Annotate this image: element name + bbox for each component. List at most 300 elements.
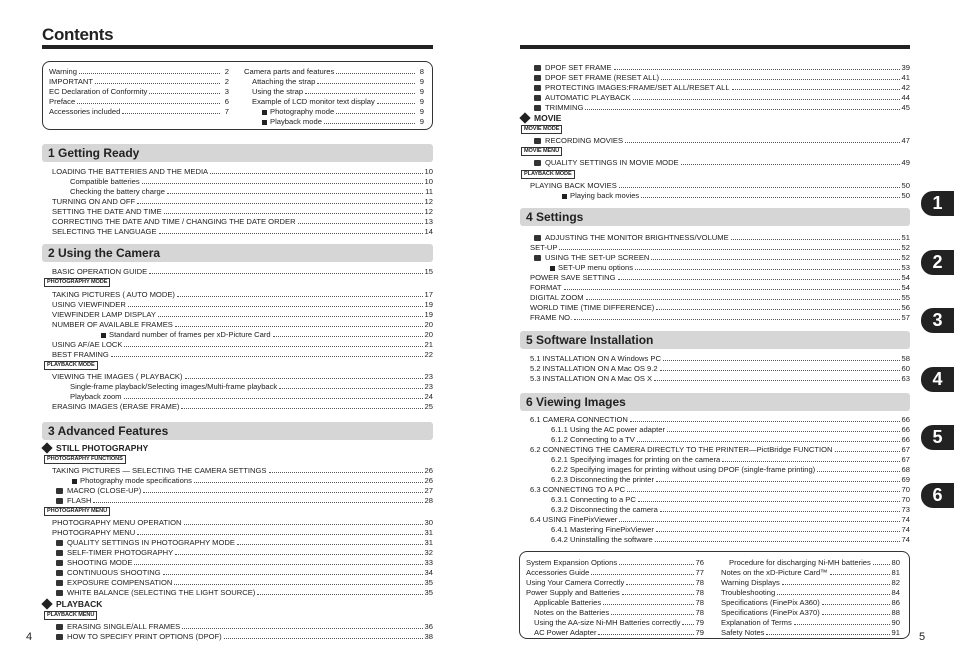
toc-entry-text xyxy=(530,181,619,190)
tag-movie-menu: MOVIE MENU xyxy=(521,147,562,156)
dot-leader xyxy=(638,501,900,502)
toc-entry xyxy=(56,485,433,495)
toc-entry-text xyxy=(52,350,111,359)
toc-entry-page: 88 xyxy=(891,608,900,617)
dot-leader xyxy=(163,574,423,575)
dot-leader xyxy=(137,203,422,204)
toc-entry-text xyxy=(70,177,142,186)
toc-entry-text xyxy=(56,578,174,587)
toc-entry-page: 76 xyxy=(695,558,704,567)
toc-entry-label: Notes on the xD-Picture Card™ xyxy=(721,568,828,577)
dot-leader xyxy=(656,309,899,310)
toc-entry-label: Warning xyxy=(49,67,77,76)
toc-entry-text xyxy=(56,568,163,577)
toc-entry-text xyxy=(52,167,210,176)
toc-entry xyxy=(534,627,704,637)
right-title-rule xyxy=(520,45,910,49)
playback-heading xyxy=(42,599,102,609)
toc-entry-text xyxy=(551,525,656,534)
toc-entry-page: 2 xyxy=(224,67,229,76)
toc-entry-label: Playing back movies xyxy=(570,191,640,200)
print-icon xyxy=(534,75,541,81)
dot-leader xyxy=(598,634,693,635)
toc-entry xyxy=(534,597,704,607)
toc-entry-label: AC Power Adapter xyxy=(534,628,597,637)
toc-entry-page: 73 xyxy=(901,505,910,514)
toc-entry xyxy=(534,607,704,617)
toc-entry-label: 5.3 INSTALLATION ON A Mac OS X xyxy=(530,374,653,383)
toc-entry-text xyxy=(252,77,317,86)
toc-entry-label: POWER SAVE SETTING xyxy=(530,273,616,282)
toc-entry-label: DPOF SET FRAME (RESET ALL) xyxy=(545,73,660,82)
toc-entry-page: 8 xyxy=(419,67,424,76)
toc-entry xyxy=(262,106,424,116)
tag-movie-mode: MOVIE MODE xyxy=(521,125,562,134)
dot-leader xyxy=(336,113,415,114)
section-3-header: 3 Advanced Features xyxy=(42,422,433,440)
dot-leader xyxy=(336,73,415,74)
toc-entry xyxy=(530,312,910,322)
dot-leader xyxy=(635,269,900,270)
toc-entry-page: 53 xyxy=(901,263,910,272)
toc-entry-label: 5.1 INSTALLATION ON A Windows PC xyxy=(530,354,661,363)
toc-entry-text xyxy=(49,77,95,86)
dot-leader xyxy=(174,584,422,585)
toc-entry-text xyxy=(551,535,655,544)
toc-entry xyxy=(721,607,900,617)
toc-entry-page: 80 xyxy=(891,558,900,567)
toc-entry xyxy=(252,86,424,96)
toc-entry-text xyxy=(56,588,257,597)
toc-entry-text xyxy=(534,618,682,627)
toc-entry-text xyxy=(52,528,137,537)
dot-leader xyxy=(817,471,899,472)
macro-icon xyxy=(56,488,63,494)
toc-entry-text xyxy=(49,87,149,96)
toc-entry-text xyxy=(551,505,660,514)
dot-leader xyxy=(626,584,693,585)
toc-entry xyxy=(530,272,910,282)
toc-entry xyxy=(70,381,433,391)
toc-entry-label: DPOF SET FRAME xyxy=(545,63,612,72)
toc-entry-page: 36 xyxy=(424,622,433,631)
dot-leader xyxy=(134,564,422,565)
toc-entry-text xyxy=(551,495,638,504)
toc-entry-page: 68 xyxy=(901,465,910,474)
toc-entry-text xyxy=(530,273,618,282)
square-bullet-icon xyxy=(562,194,567,199)
toc-entry xyxy=(530,363,910,373)
print-icon xyxy=(534,65,541,71)
toc-entry xyxy=(721,587,900,597)
toc-entry xyxy=(534,252,910,262)
toc-entry-label: Photography mode specifications xyxy=(80,476,192,485)
toc-entry-page: 54 xyxy=(901,283,910,292)
toc-entry-label: MACRO (CLOSE-UP) xyxy=(67,486,142,495)
toc-entry-text xyxy=(534,253,651,262)
dot-leader xyxy=(164,213,423,214)
toc-entry xyxy=(729,557,900,567)
dot-leader xyxy=(585,109,899,110)
title-rule xyxy=(42,45,433,49)
dot-leader xyxy=(574,319,899,320)
dot-leader xyxy=(591,574,693,575)
trash-icon xyxy=(56,624,63,630)
toc-entry-page: 42 xyxy=(901,83,910,92)
dot-leader xyxy=(630,421,900,422)
page-title: Contents xyxy=(42,25,114,44)
dot-leader xyxy=(564,289,900,290)
dot-leader xyxy=(663,360,900,361)
toc-entry-label: 6.3.2 Disconnecting the camera xyxy=(551,505,658,514)
dot-leader xyxy=(660,370,900,371)
toc-entry xyxy=(721,567,900,577)
toc-entry-page: 35 xyxy=(424,578,433,587)
toc-entry-text xyxy=(252,87,305,96)
toc-entry xyxy=(56,577,433,587)
toc-entry-text xyxy=(721,578,782,587)
toc-entry-text xyxy=(534,73,661,82)
toc-entry-label: 6.2 CONNECTING THE CAMERA DIRECTLY TO THE PRINTER—PictBridge FUNCTION xyxy=(530,445,833,454)
toc-entry xyxy=(52,206,433,216)
toc-entry-text xyxy=(534,598,603,607)
toc-entry-label: SET-UP menu options xyxy=(558,263,633,272)
toc-entry xyxy=(56,495,433,505)
toc-entry xyxy=(534,232,910,242)
toc-entry-text xyxy=(530,283,564,292)
toc-entry-page: 47 xyxy=(901,136,910,145)
toc-entry-text xyxy=(252,97,377,106)
dot-leader xyxy=(158,316,423,317)
toc-entry-text xyxy=(101,330,273,339)
toc-entry xyxy=(56,557,433,567)
toc-entry-label: 5.2 INSTALLATION ON A Mac OS 9.2 xyxy=(530,364,658,373)
dot-leader xyxy=(143,492,422,493)
dot-leader xyxy=(95,83,220,84)
toc-entry-page: 24 xyxy=(424,392,433,401)
white-balance-icon xyxy=(56,590,63,596)
toc-entry-text xyxy=(56,558,134,567)
toc-entry-page: 74 xyxy=(901,515,910,524)
toc-entry-text xyxy=(49,67,79,76)
toc-entry xyxy=(49,96,229,106)
toc-entry xyxy=(52,349,433,359)
toc-entry-page: 2 xyxy=(224,77,229,86)
dot-leader xyxy=(619,521,899,522)
toc-entry-text xyxy=(72,476,194,485)
toc-entry-text xyxy=(562,191,641,200)
toc-entry-page: 34 xyxy=(424,568,433,577)
toc-entry-page: 67 xyxy=(901,445,910,454)
toc-entry-label: FORMAT xyxy=(530,283,562,292)
toc-entry-text xyxy=(52,310,158,319)
toc-entry-text xyxy=(530,445,835,454)
toc-entry-label: Power Supply and Batteries xyxy=(526,588,620,597)
toc-entry-page: 38 xyxy=(424,632,433,641)
movie-label: MOVIE xyxy=(534,113,562,123)
toc-entry xyxy=(49,86,229,96)
exposure-icon xyxy=(56,580,63,586)
dot-leader xyxy=(766,634,889,635)
toc-entry-text xyxy=(52,340,124,349)
toc-entry-label: 6.4.2 Uninstalling the software xyxy=(551,535,653,544)
dot-leader xyxy=(149,273,422,274)
section-4-header: 4 Settings xyxy=(520,208,910,226)
toc-entry-label: PROTECTING IMAGES:FRAME/SET ALL/RESET ALL xyxy=(545,83,730,92)
toc-entry xyxy=(534,157,910,167)
toc-entry-page: 84 xyxy=(891,588,900,597)
toc-entry-page: 70 xyxy=(901,495,910,504)
toc-entry-page: 14 xyxy=(424,227,433,236)
toc-entry-label: RECORDING MOVIES xyxy=(545,136,624,145)
toc-entry xyxy=(52,401,433,411)
dot-leader xyxy=(777,594,889,595)
toc-entry-label: Checking the battery charge xyxy=(70,187,165,196)
toc-entry-text xyxy=(721,618,794,627)
toc-entry xyxy=(52,226,433,236)
toc-entry xyxy=(52,465,433,475)
toc-entry-text xyxy=(49,97,77,106)
toc-entry-page: 77 xyxy=(695,568,704,577)
toc-entry-text xyxy=(52,290,177,299)
toc-entry xyxy=(550,262,910,272)
dot-leader xyxy=(633,99,900,100)
toc-entry-text xyxy=(721,598,822,607)
toc-entry-text xyxy=(52,197,137,206)
toc-entry-page: 13 xyxy=(424,217,433,226)
toc-entry-page: 70 xyxy=(901,485,910,494)
toc-entry-text xyxy=(52,372,185,381)
toc-entry-label: FLASH xyxy=(67,496,92,505)
toc-entry xyxy=(70,176,433,186)
toc-entry-label: NUMBER OF AVAILABLE FRAMES xyxy=(52,320,173,329)
toc-entry-page: 60 xyxy=(901,364,910,373)
toc-entry xyxy=(526,587,704,597)
toc-entry-label: System Expansion Options xyxy=(526,558,618,567)
toc-entry-page: 44 xyxy=(901,93,910,102)
square-bullet-icon xyxy=(550,266,555,271)
brightness-icon xyxy=(534,235,541,241)
toc-entry-text xyxy=(530,293,586,302)
toc-entry-label: 6.2.2 Specifying images for printing without using DPOF (single-frame printing) xyxy=(551,465,816,474)
toc-entry xyxy=(56,631,433,641)
dot-leader xyxy=(656,481,900,482)
toc-entry-label: LOADING THE BATTERIES AND THE MEDIA xyxy=(52,167,209,176)
chapter-tab-2[interactable]: 2 xyxy=(921,250,954,275)
toc-entry xyxy=(52,527,433,537)
toc-entry-page: 90 xyxy=(891,618,900,627)
toc-entry-label: Procedure for discharging Ni-MH batteries xyxy=(729,558,871,567)
dot-leader xyxy=(654,380,899,381)
toc-entry xyxy=(721,597,900,607)
toc-entry-text xyxy=(262,117,324,126)
toc-entry-text xyxy=(530,485,627,494)
toc-entry-label: TAKING PICTURES — SELECTING THE CAMERA SETTINGS xyxy=(52,466,267,475)
toc-entry-page: 49 xyxy=(901,158,910,167)
toc-entry-text xyxy=(56,548,175,557)
toc-entry-label: BEST FRAMING xyxy=(52,350,109,359)
chapter-tab-6[interactable]: 6 xyxy=(921,483,954,508)
toc-entry-page: 52 xyxy=(901,243,910,252)
toc-entry xyxy=(52,166,433,176)
toc-entry-page: 20 xyxy=(424,320,433,329)
toc-entry-text xyxy=(534,608,611,617)
tag-photography-mode: PHOTOGRAPHY MODE xyxy=(44,278,110,287)
toc-entry-text xyxy=(52,207,164,216)
dot-leader xyxy=(586,299,900,300)
toc-entry-label: HOW TO SPECIFY PRINT OPTIONS (DPOF) xyxy=(67,632,222,641)
toc-entry-label: PHOTOGRAPHY MENU OPERATION xyxy=(52,518,182,527)
movie-heading xyxy=(520,113,561,123)
toc-entry-page: 20 xyxy=(424,330,433,339)
camera-icon xyxy=(56,560,63,566)
tag-photography-functions: PHOTOGRAPHY FUNCTIONS xyxy=(44,455,126,464)
toc-entry-label: Preface xyxy=(49,97,76,106)
toc-entry xyxy=(551,534,910,544)
section-1-header: 1 Getting Ready xyxy=(42,144,433,162)
toc-entry-page: 30 xyxy=(424,518,433,527)
toc-entry-text xyxy=(52,300,128,309)
toc-entry-page: 78 xyxy=(695,608,704,617)
toc-entry-label: ADJUSTING THE MONITOR BRIGHTNESS/VOLUME xyxy=(545,233,729,242)
toc-entry-label: Accessories included xyxy=(49,107,121,116)
toc-entry-page: 25 xyxy=(424,402,433,411)
toc-entry-label: CORRECTING THE DATE AND TIME / CHANGING THE DATE ORDER xyxy=(52,217,296,226)
dot-leader xyxy=(177,296,423,297)
toc-entry-page: 35 xyxy=(424,588,433,597)
dot-leader xyxy=(637,441,900,442)
toc-entry-page: 26 xyxy=(424,466,433,475)
toc-entry-page: 9 xyxy=(419,117,424,126)
toc-entry xyxy=(52,216,433,226)
toc-entry-label: 6.1.2 Connecting to a TV xyxy=(551,435,635,444)
toc-entry-page: 45 xyxy=(901,103,910,112)
dot-leader xyxy=(641,197,899,198)
dot-leader xyxy=(681,164,900,165)
toc-entry-text xyxy=(56,622,182,631)
playback-label: PLAYBACK xyxy=(56,599,103,609)
toc-entry-page: 78 xyxy=(695,578,704,587)
toc-entry-text xyxy=(244,67,336,76)
toc-entry-page: 54 xyxy=(901,273,910,282)
dot-leader xyxy=(93,502,422,503)
dot-leader xyxy=(731,239,900,240)
toc-entry-label: Attaching the strap xyxy=(252,77,316,86)
dot-leader xyxy=(782,584,890,585)
toc-entry-label: 6.4 USING FinePixViewer xyxy=(530,515,618,524)
toc-entry xyxy=(526,577,704,587)
toc-entry-label: Notes on the Batteries xyxy=(534,608,610,617)
dot-leader xyxy=(279,388,422,389)
dot-leader xyxy=(661,79,899,80)
toc-entry xyxy=(52,299,433,309)
dot-leader xyxy=(175,554,422,555)
toc-entry-text xyxy=(52,320,175,329)
toc-entry xyxy=(56,567,433,577)
dot-leader xyxy=(618,279,900,280)
still-photography-label: STILL PHOTOGRAPHY xyxy=(56,443,149,453)
toc-entry-text xyxy=(56,632,224,641)
toc-entry-text xyxy=(534,233,731,242)
dot-leader xyxy=(137,534,422,535)
toc-entry-label: WORLD TIME (TIME DIFFERENCE) xyxy=(530,303,655,312)
toc-entry-label: TURNING ON AND OFF xyxy=(52,197,136,206)
toc-entry xyxy=(551,434,910,444)
toc-entry-label: FRAME NO. xyxy=(530,313,573,322)
toc-entry-label: PLAYING BACK MOVIES xyxy=(530,181,617,190)
toc-entry-text xyxy=(56,538,237,547)
toc-entry-text xyxy=(530,415,630,424)
chapter-tab-3[interactable]: 3 xyxy=(921,308,954,333)
toc-entry-label: SETTING THE DATE AND TIME xyxy=(52,207,162,216)
toc-entry-label: 6.2.3 Disconnecting the printer xyxy=(551,475,654,484)
toc-entry-label: DIGITAL ZOOM xyxy=(530,293,584,302)
toc-entry-label: IMPORTANT xyxy=(49,77,94,86)
page-number-right: 5 xyxy=(919,631,926,643)
toc-entry-label: USING AF/AE LOCK xyxy=(52,340,123,349)
toc-entry xyxy=(101,329,433,339)
dot-leader xyxy=(273,336,423,337)
toc-entry xyxy=(530,180,910,190)
chapter-tab-5[interactable]: 5 xyxy=(921,425,954,450)
square-bullet-icon xyxy=(262,110,267,115)
dot-leader xyxy=(111,356,423,357)
toc-entry-label: 6.2.1 Specifying images for printing on the camera xyxy=(551,455,721,464)
toc-entry-text xyxy=(534,136,625,145)
continuous-icon xyxy=(56,570,63,576)
toc-entry-text xyxy=(52,267,149,276)
toc-entry xyxy=(551,474,910,484)
toc-entry-label: 6.4.1 Mastering FinePixViewer xyxy=(551,525,654,534)
toc-entry-label: USING VIEWFINDER xyxy=(52,300,126,309)
dot-leader xyxy=(603,604,693,605)
toc-entry-label: EXPOSURE COMPENSATION xyxy=(67,578,173,587)
dot-leader xyxy=(627,491,899,492)
toc-entry-page: 74 xyxy=(901,525,910,534)
dot-leader xyxy=(732,89,900,90)
toc-entry-text xyxy=(530,303,656,312)
toc-entry-label: Accessories Guide xyxy=(526,568,590,577)
toc-entry-page: 41 xyxy=(901,73,910,82)
chapter-tab-1[interactable]: 1 xyxy=(921,191,954,216)
toc-entry xyxy=(49,106,229,116)
toc-entry-page: 28 xyxy=(424,496,433,505)
trim-icon xyxy=(534,105,541,111)
toc-entry-page: 55 xyxy=(901,293,910,302)
toc-entry xyxy=(56,621,433,631)
dot-leader xyxy=(614,69,900,70)
quality-icon xyxy=(56,540,63,546)
toc-entry-page: 50 xyxy=(901,191,910,200)
toc-entry-text xyxy=(49,107,122,116)
toc-entry-label: Safety Notes xyxy=(721,628,765,637)
toc-entry-text xyxy=(721,628,766,637)
self-timer-icon xyxy=(56,550,63,556)
toc-entry xyxy=(56,587,433,597)
toc-entry-page: 26 xyxy=(424,476,433,485)
toc-entry xyxy=(49,76,229,86)
toc-entry-page: 3 xyxy=(224,87,229,96)
toc-entry xyxy=(70,391,433,401)
toc-entry xyxy=(530,414,910,424)
dot-leader xyxy=(257,594,422,595)
toc-entry xyxy=(530,514,910,524)
dot-leader xyxy=(194,482,423,483)
toc-entry-label: VIEWING THE IMAGES ( PLAYBACK) xyxy=(52,372,183,381)
toc-entry-text xyxy=(52,518,184,527)
toc-entry-text xyxy=(52,227,159,236)
chapter-tab-4[interactable]: 4 xyxy=(921,367,954,392)
